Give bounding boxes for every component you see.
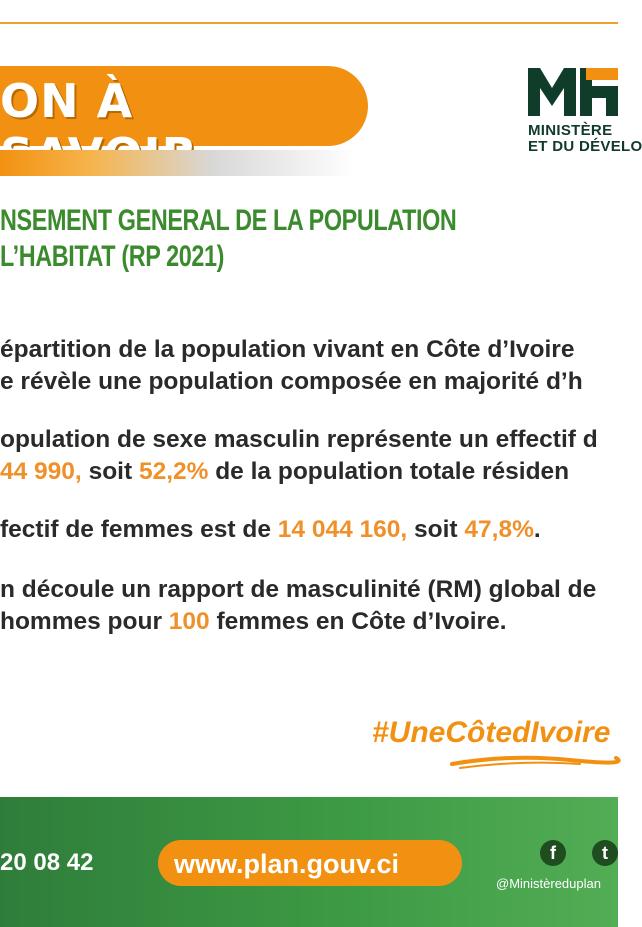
- ministry-logo-mark: [526, 64, 618, 120]
- hashtag: #UneCôtedIvoire: [372, 716, 611, 749]
- phone-number: 20 08 42: [0, 849, 94, 876]
- paragraph-2-line-2: [0, 456, 569, 488]
- text-segment: hommes pour: [0, 608, 169, 635]
- top-divider: [0, 22, 618, 24]
- highlighted-figure: 52,2%: [138, 458, 209, 485]
- banner-title: ON À: [0, 74, 134, 128]
- highlighted-figure: 14 044 160,: [277, 516, 408, 543]
- paragraph-2-line-1: [0, 424, 598, 456]
- ministry-logo: [526, 64, 642, 164]
- banner-gradient-bar: [0, 150, 356, 176]
- website-link-label[interactable]: www.plan.gouv.ci: [174, 849, 400, 879]
- logo-text-line2: ET DU DÉVELO: [528, 138, 642, 155]
- text-segment: épartition de la population vivant en Côte d’Ivoire: [0, 336, 575, 363]
- twitter-icon[interactable]: t: [592, 840, 618, 866]
- highlighted-figure: 100: [168, 608, 210, 635]
- paragraph-4-line-1: [0, 574, 596, 606]
- hashtag-underline: [450, 752, 618, 770]
- facebook-icon[interactable]: f: [540, 840, 566, 866]
- logo-text-line1: MINISTÈRE: [528, 122, 613, 139]
- paragraph-1-line-2: [0, 366, 583, 398]
- highlighted-figure: 44 990,: [0, 458, 89, 485]
- paragraph-3-line-1: [0, 514, 541, 546]
- highlighted-figure: 47,8%: [464, 516, 534, 543]
- text-segment: soit: [88, 458, 139, 485]
- subtitle-line1: NSEMENT GENERAL DE LA POPULATION: [0, 204, 457, 237]
- text-segment: e révèle une population composée en majorité d’h: [0, 368, 583, 395]
- social-handle: @Ministèreduplan: [496, 876, 601, 891]
- text-segment: .: [533, 516, 541, 543]
- subtitle-line2: L’HABITAT (RP 2021): [0, 240, 225, 273]
- text-segment: opulation de sexe masculin représente un effectif d: [0, 426, 598, 453]
- text-segment: n découle un rapport de masculinité (RM) global de: [0, 576, 597, 603]
- text-segment: femmes en Côte d’Ivoire.: [209, 608, 507, 635]
- paragraph-1-line-1: [0, 334, 574, 366]
- paragraph-4-line-2: [0, 606, 507, 638]
- text-segment: de la population totale résiden: [208, 458, 570, 485]
- text-segment: fectif de femmes est de: [0, 516, 278, 543]
- text-segment: soit: [407, 516, 465, 543]
